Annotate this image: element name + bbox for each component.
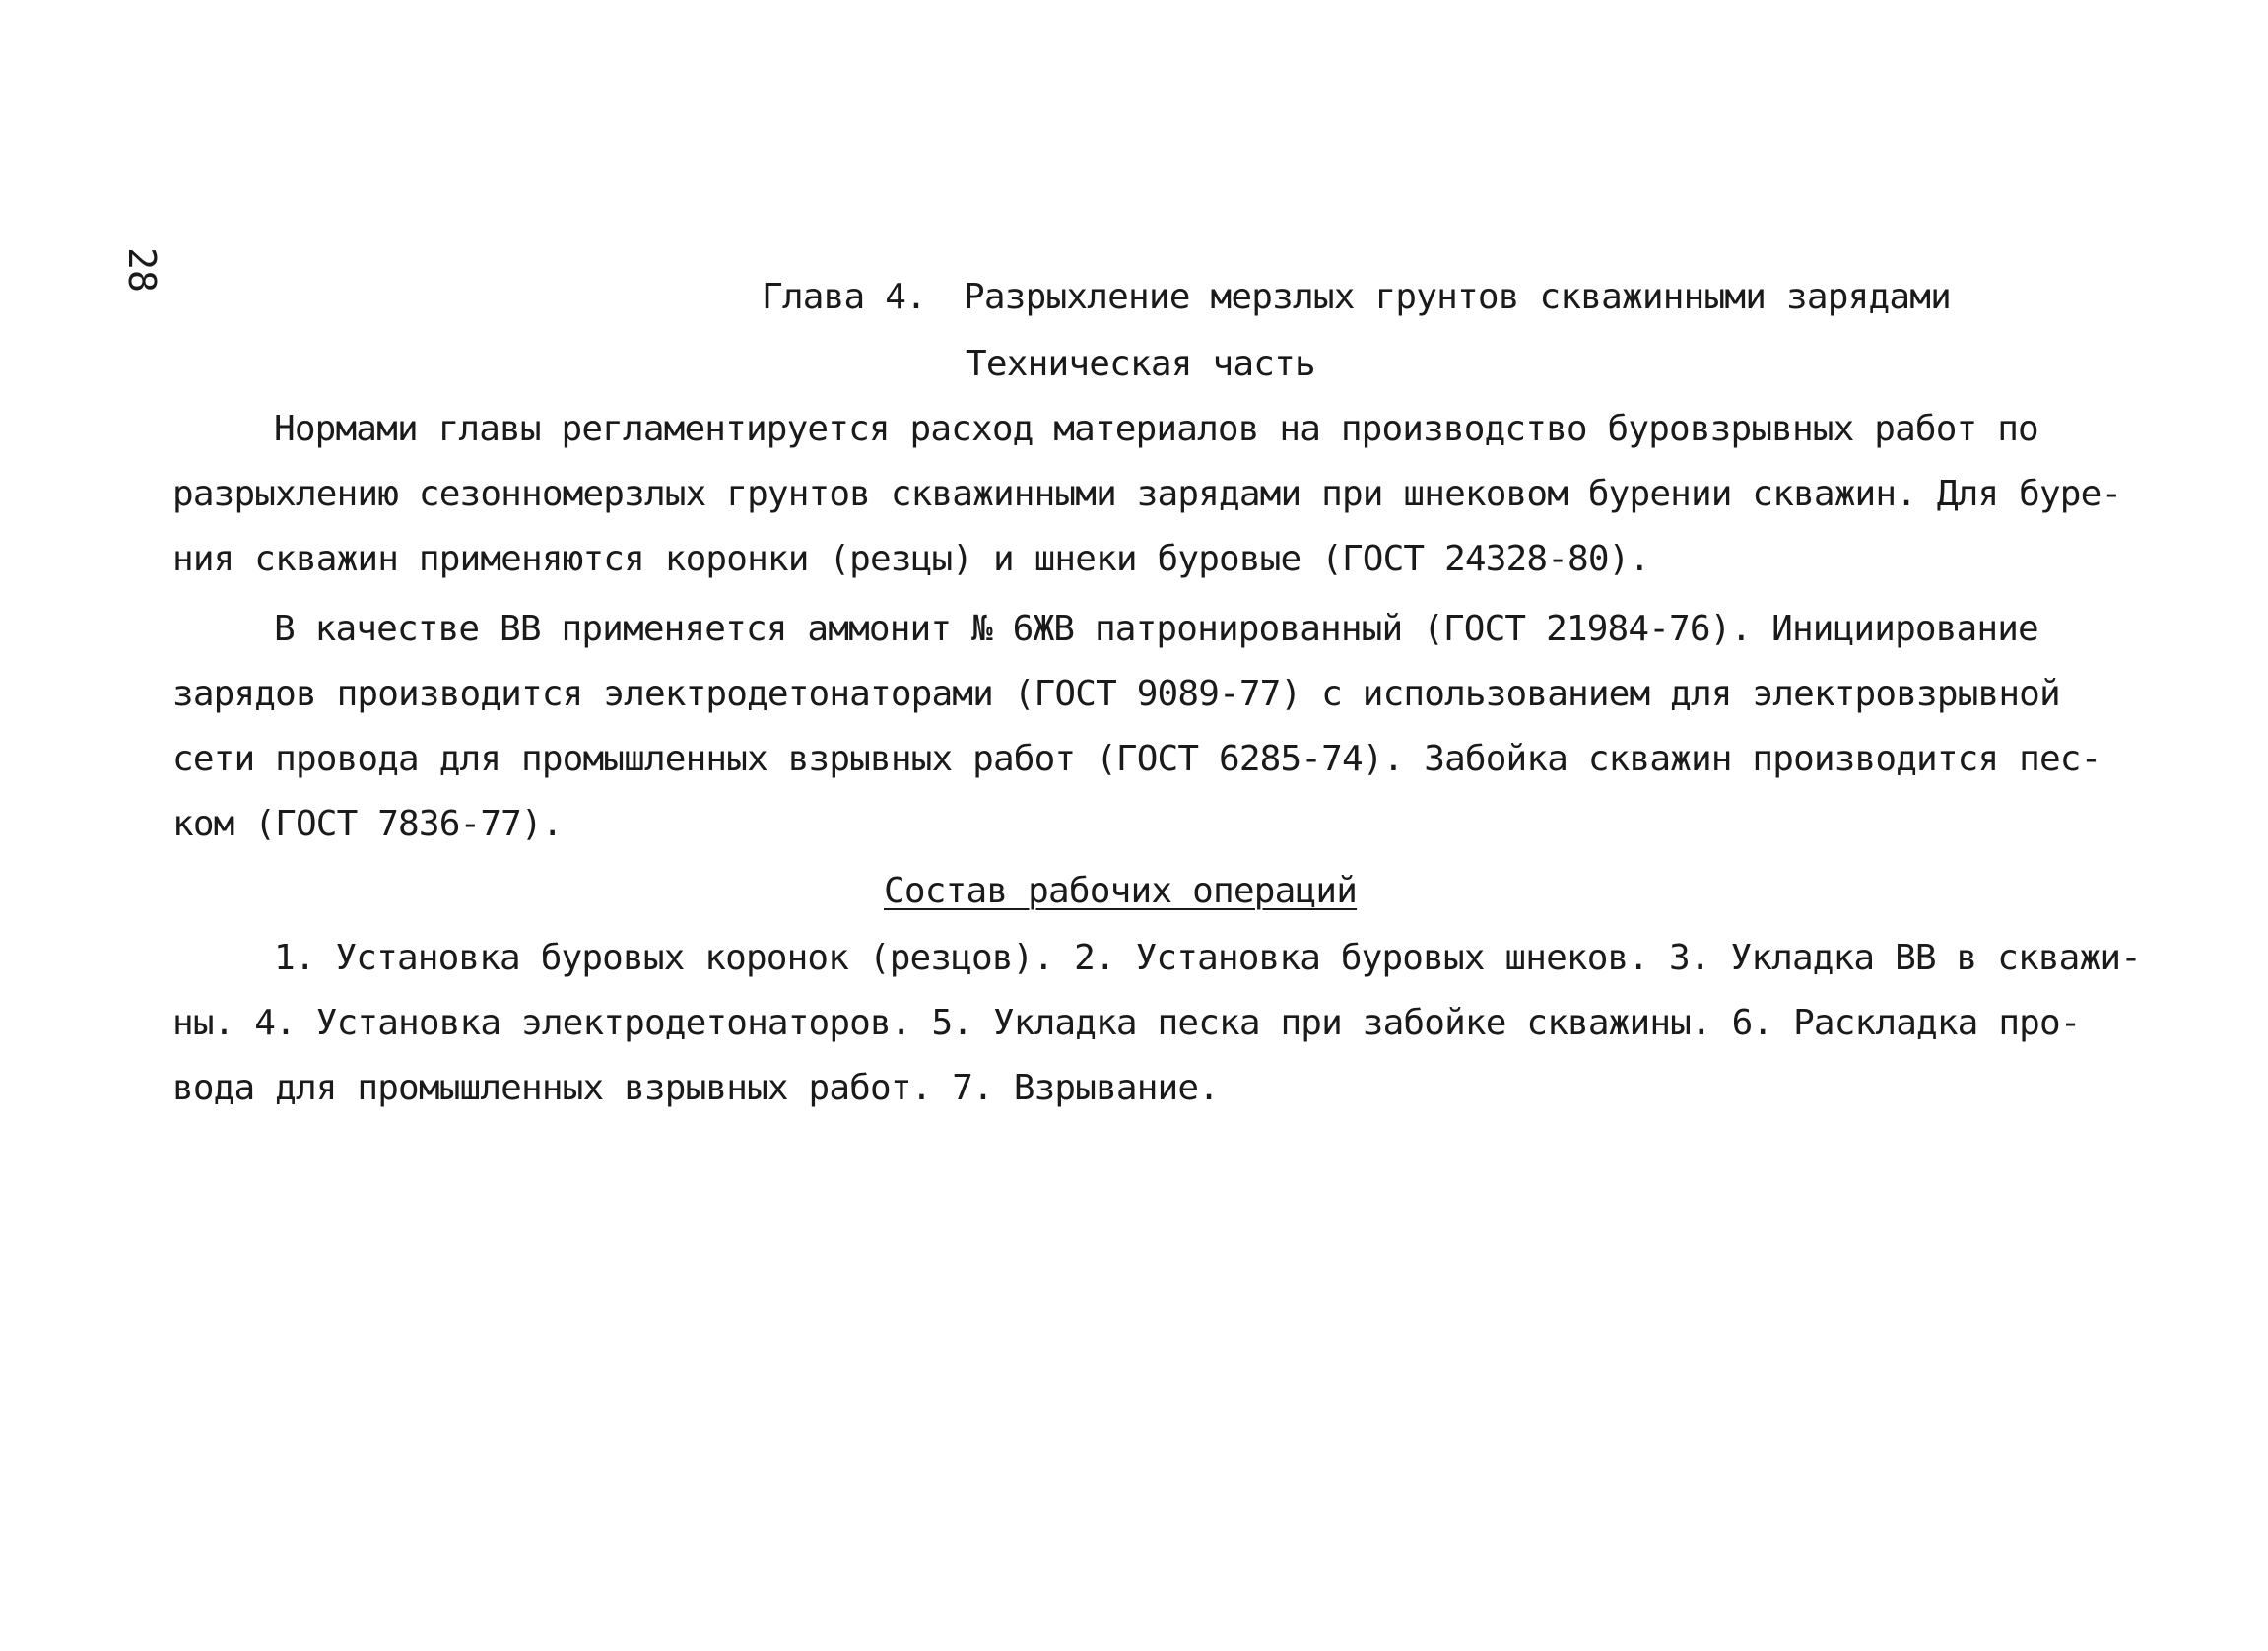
paragraph-line: вода для промышленных взрывных работ. 7. Взрывание. xyxy=(172,1068,1220,1108)
section-title: Техническая часть xyxy=(966,344,1315,384)
page-number: 28 xyxy=(120,247,164,293)
chapter-heading xyxy=(762,266,1951,329)
paragraph-line: ния скважин применяются коронки (резцы) и шнеки буровые (ГОСТ 24328-80). xyxy=(172,539,1650,579)
paragraph-line: 1. Установка буровых коронок (резцов). 2. Установка буровых шнеков. 3. Укладка ВВ в скважи- xyxy=(274,938,2141,978)
paragraph-line: В качестве ВВ применяется аммонит № 6ЖВ патронированный (ГОСТ 21984-76). Инициирование xyxy=(274,609,2038,649)
paragraph-line: зарядов производится электродетонаторами (ГОСТ 9089-77) с использованием для электровзрывной xyxy=(172,674,2060,714)
paragraph-line: разрыхлению сезонномерзлых грунтов скважинными зарядами при шнековом бурении скважин. Для буре- xyxy=(172,474,2122,514)
chapter-title: Разрыхление мерзлых грунтов скважинными зарядами xyxy=(964,277,1951,317)
paragraph-line: Нормами главы регламентируется расход материалов на производство буровзрывных работ по xyxy=(274,409,2038,449)
operations-heading: Состав рабочих операций xyxy=(884,871,1358,911)
paragraph-line: ны. 4. Установка электродетонаторов. 5. Укладка песка при забойке скважины. 6. Раскладка про- xyxy=(172,1003,2081,1043)
paragraph-line: ком (ГОСТ 7836-77). xyxy=(172,804,563,844)
chapter-label: Глава 4. xyxy=(762,277,926,317)
paragraph-line: сети провода для промышленных взрывных работ (ГОСТ 6285-74). Забойка скважин производится пес- xyxy=(172,739,2101,779)
